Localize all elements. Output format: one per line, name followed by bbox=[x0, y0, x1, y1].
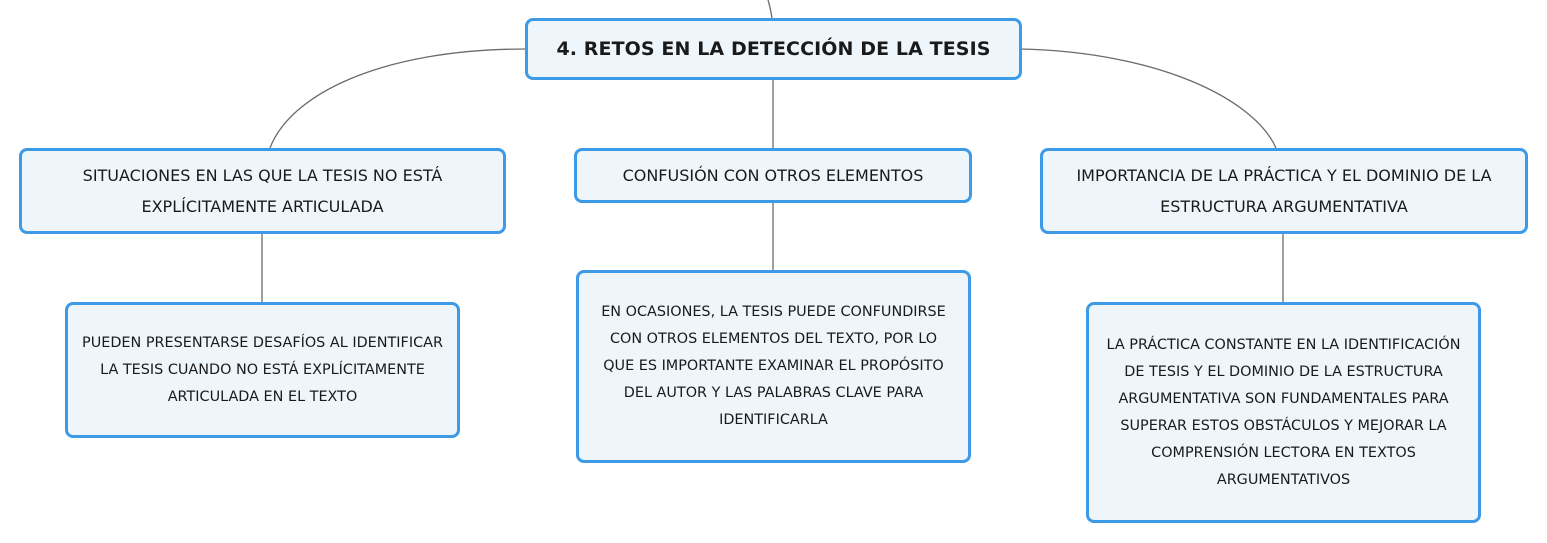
branch-node-2-label: CONFUSIÓN CON OTROS ELEMENTOS bbox=[622, 166, 924, 185]
root-node-label: 4. RETOS EN LA DETECCIÓN DE LA TESIS bbox=[556, 38, 991, 60]
leaf-node-2[interactable] bbox=[576, 270, 971, 463]
branch-node-3[interactable] bbox=[1040, 148, 1528, 234]
branch-node-1-label: SITUACIONES EN LAS QUE LA TESIS NO ESTÁ EXPLÍCITAMENTE ARTICULADA bbox=[82, 166, 443, 216]
connector-parent-to-root bbox=[768, 0, 772, 18]
connector-root-to-branch-1 bbox=[270, 49, 526, 148]
branch-node-2[interactable] bbox=[574, 148, 972, 203]
root-node[interactable] bbox=[525, 18, 1022, 80]
leaf-node-3[interactable] bbox=[1086, 302, 1481, 523]
branch-node-1[interactable] bbox=[19, 148, 506, 234]
leaf-node-1-text: PUEDEN PRESENTARSE DESAFÍOS AL IDENTIFICAR LA TESIS CUANDO NO ESTÁ EXPLÍCITAMENTE ARTICULADA EN EL TEXTO bbox=[82, 334, 443, 405]
branch-node-3-label: IMPORTANCIA DE LA PRÁCTICA Y EL DOMINIO DE LA ESTRUCTURA ARGUMENTATIVA bbox=[1076, 166, 1492, 216]
leaf-node-3-text: LA PRÁCTICA CONSTANTE EN LA IDENTIFICACIÓN DE TESIS Y EL DOMINIO DE LA ESTRUCTURA ARGUMENTATIVA SON FUNDAMENTALES PARA SUPERAR ESTOS OBSTÁCULOS Y MEJORAR LA COMPRENSIÓN LECTORA EN TEXTOS ARGUMENTATIVOS bbox=[1106, 336, 1461, 488]
leaf-node-1[interactable] bbox=[65, 302, 460, 438]
connector-root-to-branch-3 bbox=[1020, 49, 1276, 148]
leaf-node-2-text: EN OCASIONES, LA TESIS PUEDE CONFUNDIRSE CON OTROS ELEMENTOS DEL TEXTO, POR LO QUE ES IMPORTANTE EXAMINAR EL PROPÓSITO DEL AUTOR Y LAS PALABRAS CLAVE PARA IDENTIFICARLA bbox=[601, 304, 946, 428]
